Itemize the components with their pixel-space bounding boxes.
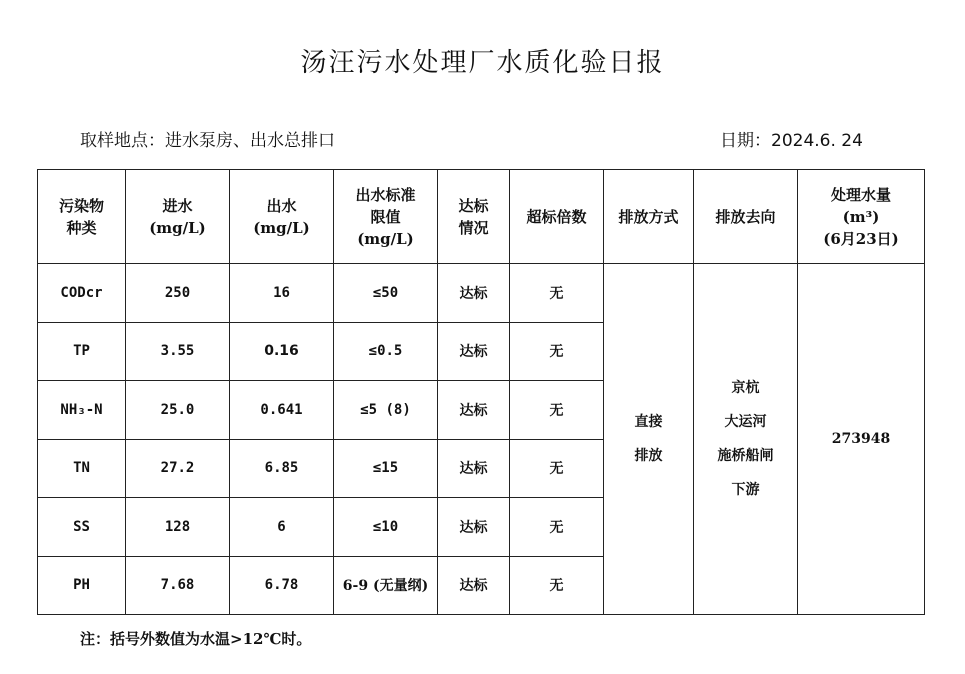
header-limit: 出水标准 限值 (mg/L) [334,170,438,264]
header-compliance: 达标 情况 [438,170,510,264]
cell-exceed: 无 [510,322,604,381]
cell-limit: ≤0.5 [334,322,438,381]
cell-compliance: 达标 [438,322,510,381]
cell-influent: 128 [126,498,230,557]
header-volume: 处理水量 (m³) (6月23日) [798,170,925,264]
treated-volume: 273948 [798,264,925,615]
cell-limit: ≤15 [334,439,438,498]
cell-exceed: 无 [510,556,604,615]
discharge-destination: 京杭 大运河 施桥船闸 下游 [694,264,798,615]
cell-effluent: 16 [230,264,334,323]
cell-effluent: 0.641 [230,381,334,440]
header-influent: 进水 (mg/L) [126,170,230,264]
cell-exceed: 无 [510,439,604,498]
cell-limit: ≤5 (8) [334,381,438,440]
header-kind: 污染物 种类 [38,170,126,264]
cell-kind: PH [38,556,126,615]
cell-compliance: 达标 [438,556,510,615]
cell-limit: 6-9 (无量纲) [334,556,438,615]
cell-kind: CODcr [38,264,126,323]
footnote: 注：括号外数值为水温>12℃时。 [80,630,312,648]
cell-influent: 250 [126,264,230,323]
header-method: 排放方式 [604,170,694,264]
table-row [38,264,925,323]
cell-limit: ≤10 [334,498,438,557]
report-title: 汤汪污水处理厂水质化验日报 [300,48,665,78]
report-date: 日期：2024.6. 24 [720,131,863,151]
cell-effluent: 6.85 [230,439,334,498]
cell-compliance: 达标 [438,264,510,323]
discharge-method: 直接 排放 [604,264,694,615]
cell-influent: 25.0 [126,381,230,440]
cell-kind: NH₃-N [38,381,126,440]
cell-limit: ≤50 [334,264,438,323]
cell-exceed: 无 [510,381,604,440]
cell-kind: TN [38,439,126,498]
header-effluent: 出水 (mg/L) [230,170,334,264]
header-exceed: 超标倍数 [510,170,604,264]
sampling-location: 取样地点：进水泵房、出水总排口 [80,131,335,151]
header-row [38,170,925,264]
cell-influent: 3.55 [126,322,230,381]
cell-effluent: 6 [230,498,334,557]
water-quality-table [37,169,925,615]
cell-compliance: 达标 [438,381,510,440]
cell-compliance: 达标 [438,439,510,498]
cell-influent: 27.2 [126,439,230,498]
cell-compliance: 达标 [438,498,510,557]
header-destination: 排放去向 [694,170,798,264]
cell-effluent: 6.78 [230,556,334,615]
cell-effluent: 0.16 [230,322,334,381]
cell-exceed: 无 [510,498,604,557]
cell-kind: SS [38,498,126,557]
cell-influent: 7.68 [126,556,230,615]
cell-exceed: 无 [510,264,604,323]
cell-kind: TP [38,322,126,381]
